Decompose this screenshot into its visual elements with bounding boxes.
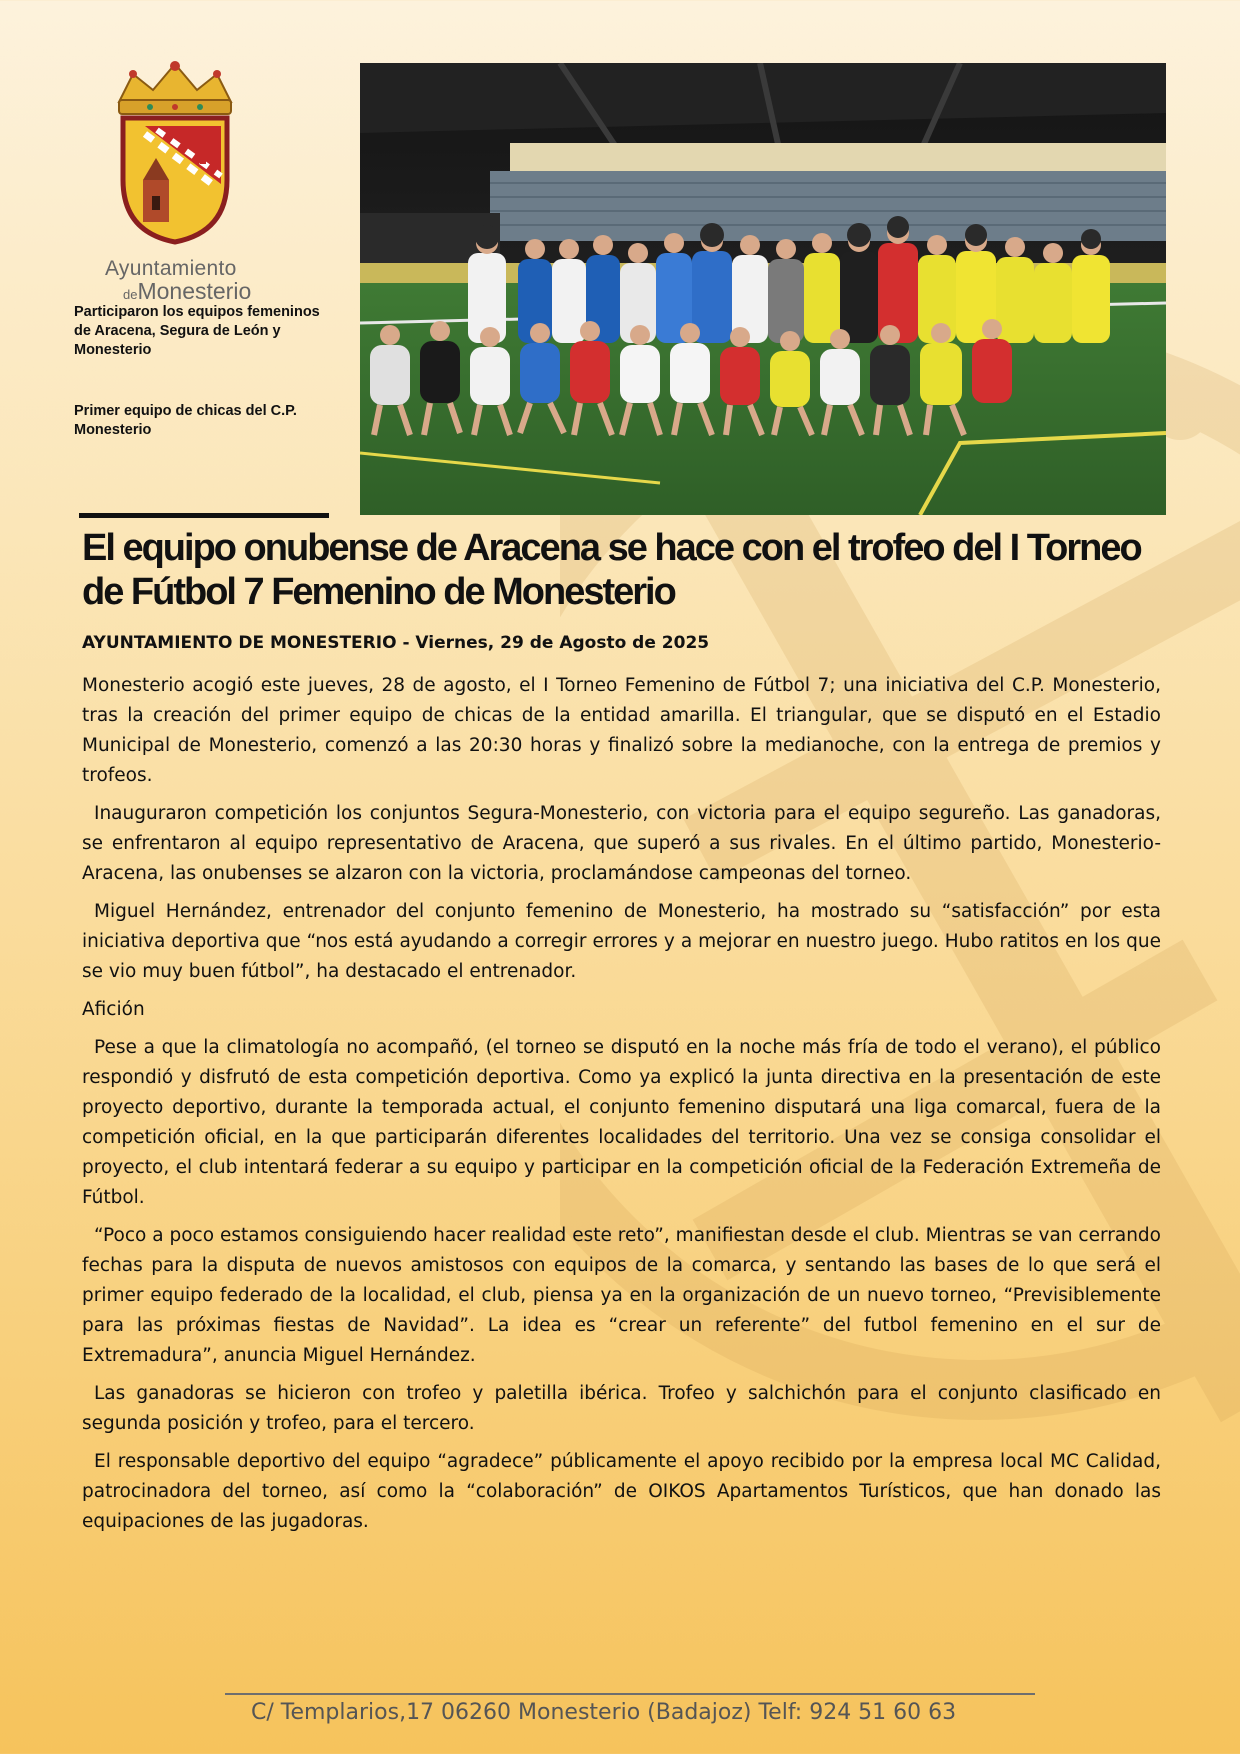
headline-rule: [79, 513, 329, 518]
article-paragraph: Inauguraron competición los conjuntos Segura-Monesterio, con victoria para el equipo segureño. Las ganadoras, se enfrentaron al equipo representativo de Aracena, que superó a sus rivales. En el último partido, Monesterio-Aracena, las onubenses se alzaron con la victoria, proclamándose campeonas del torneo.: [82, 803, 1161, 884]
article-headline: El equipo onubense de Aracena se hace con el trofeo del I Torneo de Fútbol 7 Femenino de Monesterio: [82, 527, 1141, 613]
article-paragraph: “Poco a poco estamos consiguiendo hacer realidad este reto”, manifiestan desde el club. Mientras se van cerrando fechas para la disputa de nuevos amistosos con equipos de la comarca, y sentando las bases de lo que será el primer equipo federado de la localidad, el club, piensa ya en la organización de un nuevo torneo, “Previsiblemente para las próximas fiestas de Navidad”. La idea es “crear un referente” del futbol femenino en el sur de Extremadura”, anuncia Miguel Hernández.: [82, 1225, 1161, 1366]
photo-caption-teams: Participaron los equipos femeninos de Aracena, Segura de León y Monesterio: [74, 304, 320, 358]
article-paragraph: El responsable deportivo del equipo “agradece” públicamente el apoyo recibido por la empresa local MC Calidad, patrocinadora del torneo, así como la “colaboración” de OIKOS Apartamentos Turísticos, que han donado las equipaciones de las jugadoras.: [82, 1451, 1161, 1532]
coat-of-arms-icon: [105, 60, 245, 250]
article-paragraph: Las ganadoras se hicieron con trofeo y paletilla ibérica. Trofeo y salchichón para el conjunto clasificado en segunda posición y trofeo, para el tercero.: [82, 1383, 1161, 1434]
team-photo: [360, 63, 1166, 515]
logo-text-de: de: [123, 287, 138, 302]
logo-text-ayuntamiento: Ayuntamiento: [105, 257, 237, 280]
logo-text-monesterio: [123, 278, 251, 305]
footer-address: C/ Templarios,17 06260 Monesterio (Badajoz) Telf: 924 51 60 63: [251, 1700, 957, 1725]
municipal-logo: [100, 60, 250, 250]
article-byline: AYUNTAMIENTO DE MONESTERIO - Viernes, 29 de Agosto de 2025: [82, 633, 710, 653]
article-paragraph: Pese a que la climatología no acompañó, (el torneo se disputó en la noche más fría de todo el verano), el público respondió y disfrutó de esta competición deportiva. Como ya explicó la junta directiva en la presentación de este proyecto deportivo, durante la temporada actual, el conjunto femenino disputará una liga comarcal, fuera de la competición oficial, en la que participarán diferentes localidades del territorio. Una vez se consiga consolidar el proyecto, el club intentará federar a su equipo y participar en la competición oficial de la Federación Extremeña de Fútbol.: [82, 1037, 1161, 1208]
logo-text-town: Monesterio: [137, 278, 252, 304]
article-body: [82, 671, 1161, 1545]
team-photo-illustration: [360, 63, 1166, 515]
article-paragraph: Monesterio acogió este jueves, 28 de agosto, el I Torneo Femenino de Fútbol 7; una iniciativa del C.P. Monesterio, tras la creación del primer equipo de chicas de la entidad amarilla. El triangular, que se disputó en el Estadio Municipal de Monesterio, comenzó a las 20:30 horas y finalizó sobre la medianoche, con la entrega de premios y trofeos.: [82, 675, 1161, 786]
photo-caption-first-team: Primer equipo de chicas del C.P. Monesterio: [74, 403, 297, 438]
footer-divider: [225, 1693, 1035, 1695]
article-paragraph: Miguel Hernández, entrenador del conjunto femenino de Monesterio, ha mostrado su “satisfacción” por esta iniciativa deportiva que “nos está ayudando a corregir errores y a mejorar en nuestro juego. Hubo ratitos en los que se vio muy buen fútbol”, ha destacado el entrenador.: [82, 901, 1161, 982]
article-subhead: Afición: [82, 999, 145, 1020]
